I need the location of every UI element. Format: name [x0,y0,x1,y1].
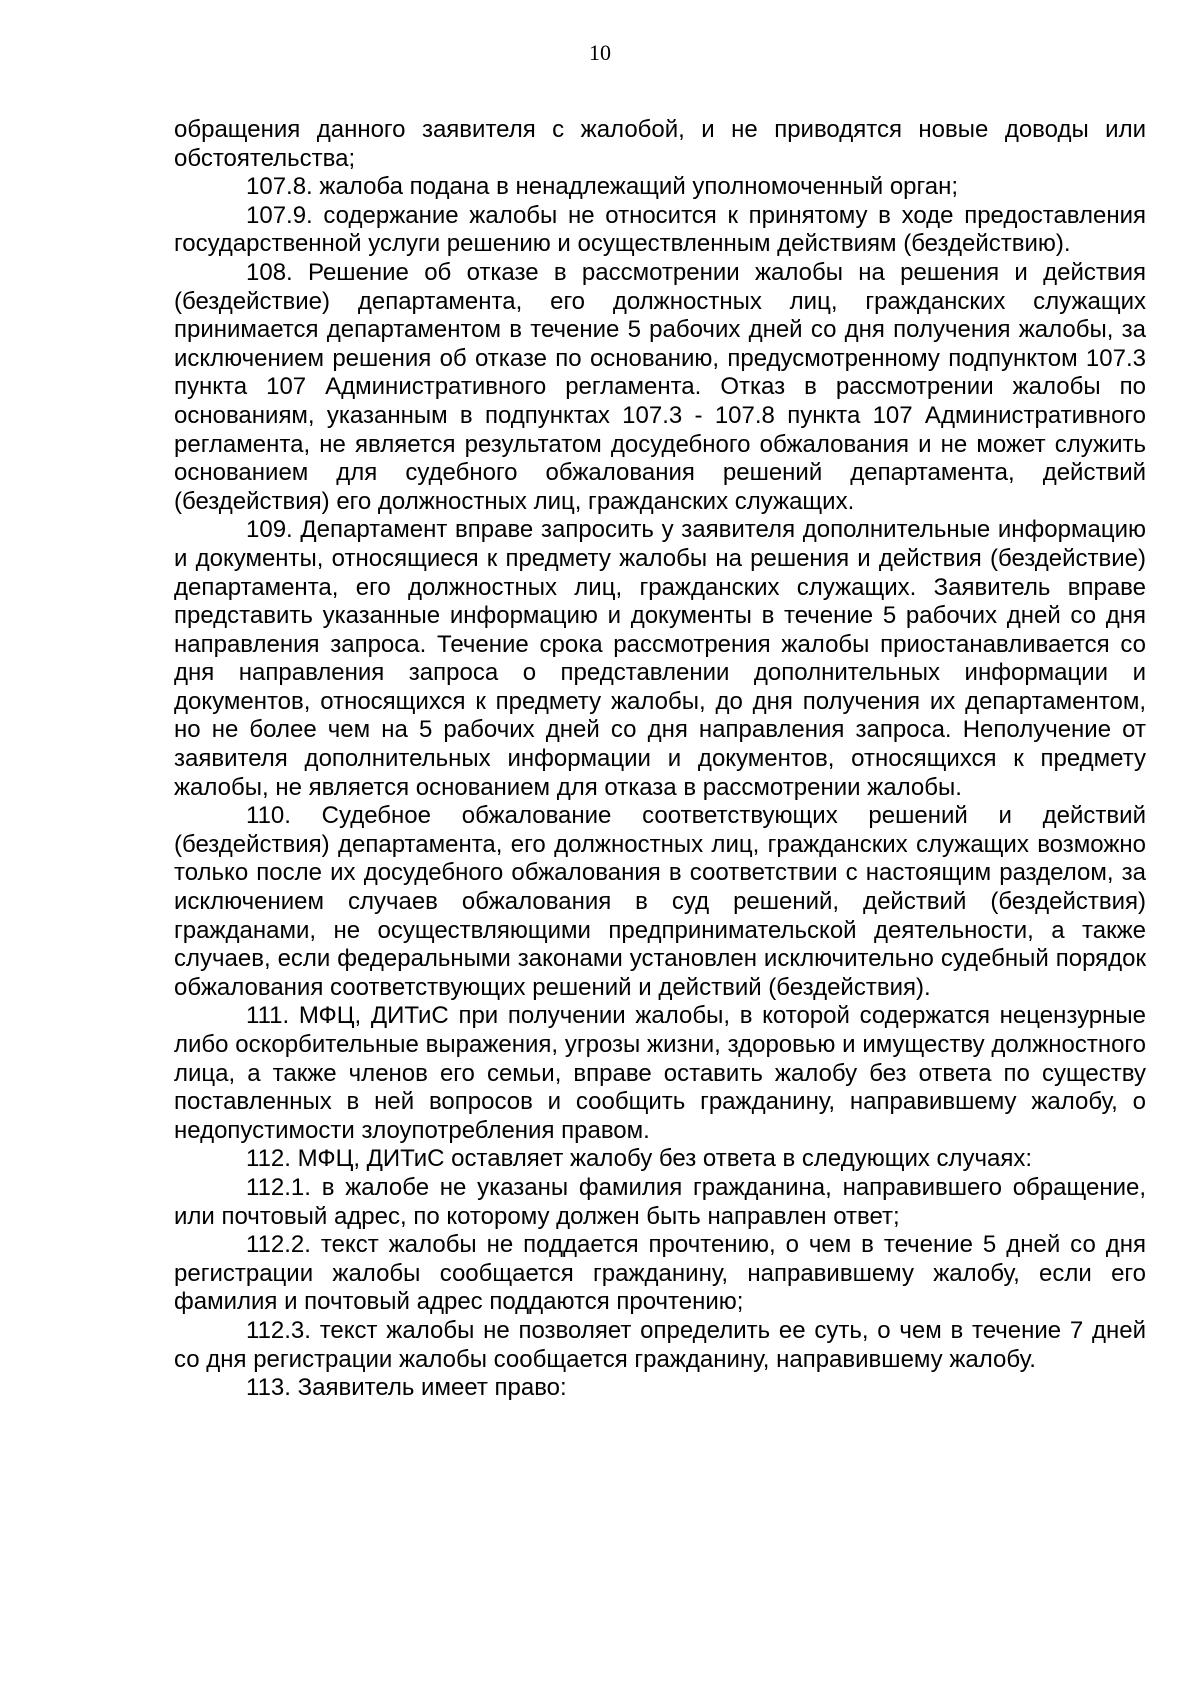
paragraph-continuation: обращения данного заявителя с жалобой, и не приводятся новые доводы или обстоятельства; [174,116,1146,172]
paragraph-107-9: 107.9. содержание жалобы не относится к принятому в ходе предоставления государственной услуги решению и осуществленным действиям (бездействию). [174,201,1146,258]
document-body [174,116,1146,1403]
paragraph-107-8: 107.8. жалоба подана в ненадлежащий уполномоченный орган; [246,173,959,201]
paragraph-108: 108. Решение об отказе в рассмотрении жалобы на решения и действия (бездействие) департамента, его должностных лиц, гражданских служащих принимается департаментом в течение 5 рабочих дней со дня получения жалобы, за исключением решения об отказе по основанию, предусмотренному подпунктом 107.3 пункта 107 Административного регламента. Отказ в рассмотрении жалобы по основаниям, указанным в подпунктах 107.3 - 107.8 пункта 107 Административного регламента, не является результатом досудебного обжалования и не может служить основанием для судебного обжалования решений департамента, действий (бездействия) его должностных лиц, гражданских служащих. [174,258,1146,515]
paragraph-112: 112. МФЦ, ДИТиС оставляет жалобу без ответа в следующих случаях: [246,1145,1033,1173]
paragraph-110: 110. Судебное обжалование соответствующих решений и действий (бездействия) департамента, его должностных лиц, гражданских служащих возможно только после их досудебного обжалования в соответствии с настоящим разделом, за исключением случаев обжалования в суд решений, действий (бездействия) гражданами, не осуществляющими предпринимательской деятельности, а также случаев, если федеральными законами установлен исключительно судебный порядок обжалования соответствующих решений и действий (бездействия). [174,802,1146,1001]
paragraph-113: 113. Заявитель имеет право: [246,1374,567,1402]
paragraph-111: 111. МФЦ, ДИТиС при получении жалобы, в которой содержатся нецензурные либо оскорбительные выражения, угрозы жизни, здоровью и имуществу должностного лица, а также членов его семьи, вправе оставить жалобу без ответа по существу поставленных в ней вопросов и сообщить гражданину, направившему жалобу, о недопустимости злоупотребления правом. [174,1002,1146,1144]
page-number: 10 [589,40,611,65]
paragraph-112-1: 112.1. в жалобе не указаны фамилия гражданина, направившего обращение, или почтовый адрес, по которому должен быть направлен ответ; [174,1173,1146,1230]
paragraph-112-3: 112.3. текст жалобы не позволяет определить ее суть, о чем в течение 7 дней со дня регистрации жалобы сообщается гражданину, направившему жалобу. [174,1316,1146,1373]
paragraph-112-2: 112.2. текст жалобы не поддается прочтению, о чем в течение 5 дней со дня регистрации жалобы сообщается гражданину, направившему жалобу, если его фамилия и почтовый адрес поддаются прочтению; [174,1231,1146,1316]
paragraph-109: 109. Департамент вправе запросить у заявителя дополнительные информацию и документы, относящиеся к предмету жалобы на решения и действия (бездействие) департамента, его должностных лиц, гражданских служащих. Заявитель вправе представить указанные информацию и документы в течение 5 рабочих дней со дня направления запроса. Течение срока рассмотрения жалобы приостанавливается со дня направления запроса о представлении дополнительных информации и документов, относящихся к предмету жалобы, до дня получения их департаментом, но не более чем на 5 рабочих дней со дня направления запроса. Неполучение от заявителя дополнительных информации и документов, относящихся к предмету жалобы, не является основанием для отказа в рассмотрении жалобы. [174,516,1146,801]
